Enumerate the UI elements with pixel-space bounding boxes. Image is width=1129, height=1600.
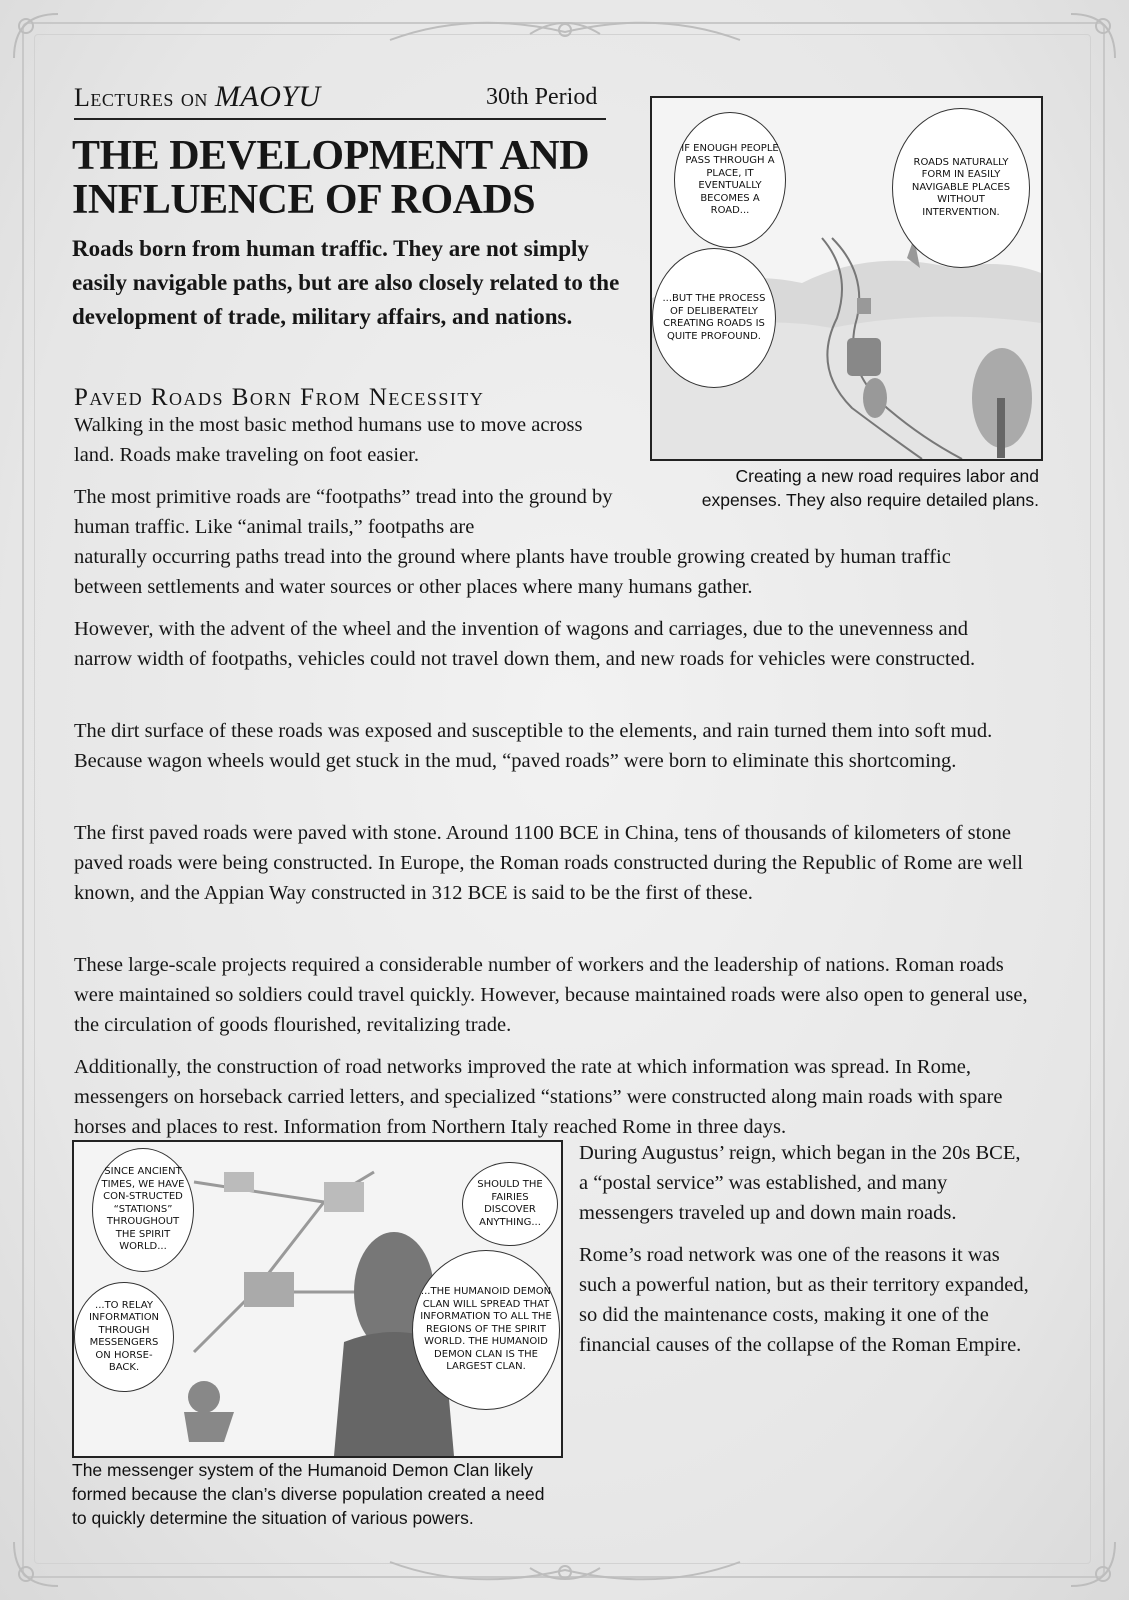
title-line-2: INFLUENCE OF ROADS bbox=[72, 177, 536, 223]
speech-bubble-6: ...TO RELAY INFORMATION THROUGH MESSENGERS ON HORSE-BACK. bbox=[74, 1282, 174, 1392]
corner-ornament-br bbox=[1063, 1534, 1123, 1594]
paragraph-1: Walking in the most basic method humans use to move across land. Roads make traveling on foot easier. bbox=[74, 414, 583, 466]
lead-paragraph: Roads born from human traffic. They are not simply easily navigable paths, but are also closely related to the development of trade, military affairs, and nations. bbox=[72, 236, 620, 329]
corner-ornament-bl bbox=[6, 1534, 66, 1594]
manga-panel-demon-clan bbox=[72, 1140, 563, 1458]
speech-bubble-7: ...THE HUMANOID DEMON CLAN WILL SPREAD THAT INFORMATION TO ALL THE REGIONS OF THE SPIRIT WORLD. THE HUMANOID DEMON CLAN IS THE LARGEST CLAN. bbox=[412, 1250, 560, 1410]
paragraph-2a: The most primitive roads are “footpaths” tread into the ground by human traffic. Like “animal trails,” footpaths are bbox=[74, 486, 613, 538]
section-subhead: Paved Roads Born From Necessity bbox=[74, 384, 485, 411]
series-prefix: Lectures on bbox=[74, 83, 215, 112]
paragraph-4: The dirt surface of these roads was exposed and susceptible to the elements, and rain turned them into soft mud. Because wagon wheels would get stuck in the mud, “paved roads” were born to eliminate this shortcoming. bbox=[74, 720, 993, 772]
paragraph-6: These large-scale projects required a considerable number of workers and the leadership of nations. Roman roads were maintained so soldiers could travel quickly. However, because maintained roads were also open to general use, the circulation of goods flourished, revitalizing trade. bbox=[74, 954, 1028, 1036]
bottom-ornament bbox=[380, 1552, 750, 1592]
series-title: MAOYU bbox=[214, 80, 321, 113]
caption-road bbox=[650, 464, 1039, 512]
caption-road-line-1: Creating a new road requires labor and bbox=[735, 466, 1039, 486]
manga-panel-road bbox=[650, 96, 1043, 461]
top-ornament bbox=[380, 10, 750, 50]
paragraph-7: Additionally, the construction of road networks improved the rate at which information was spread. In Rome, messengers on horseback carried letters, and specialized “stations” were constructed along main roads with spare horses and places to rest. Information from Northern Italy reached Rome in three days. bbox=[74, 1056, 1003, 1138]
paragraph-2b: naturally occurring paths tread into the ground where plants have trouble growing created by human traffic between settlements and water sources or other places where many humans gather. bbox=[74, 546, 951, 598]
speech-bubble-2: ROADS NATURALLY FORM IN EASILY NAVIGABLE PLACES WITHOUT INTERVENTION. bbox=[892, 108, 1030, 268]
corner-ornament-tr bbox=[1063, 6, 1123, 66]
caption-road-line-2: expenses. They also require detailed plans. bbox=[701, 490, 1039, 510]
paragraph-8: During Augustus’ reign, which began in the 20s BCE, a “postal service” was established, and many messengers traveled up and down main roads. bbox=[579, 1142, 1021, 1224]
title-line-1: THE DEVELOPMENT AND bbox=[72, 133, 590, 179]
article-title bbox=[72, 134, 632, 222]
speech-bubble-1: IF ENOUGH PEOPLE PASS THROUGH A PLACE, IT EVENTUALLY BECOMES A ROAD... bbox=[674, 112, 786, 248]
paragraph-9: Rome’s road network was one of the reasons it was such a powerful nation, but as their territory expanded, so did the maintenance costs, making it one of the financial causes of the collapse of the Roman Empire. bbox=[579, 1244, 1029, 1356]
caption-demon-clan: The messenger system of the Humanoid Demon Clan likely formed because the clan’s diverse population created a need to quickly determine the situation of various powers. bbox=[72, 1460, 545, 1528]
paragraph-5: The first paved roads were paved with stone. Around 1100 BCE in China, tens of thousands of kilometers of stone paved roads were being constructed. In Europe, the Roman roads constructed during the Republic of Rome are well known, and the Appian Way constructed in 312 BCE is said to be the first of these. bbox=[74, 822, 1023, 904]
corner-ornament-tl bbox=[6, 6, 66, 66]
speech-bubble-3: ...BUT THE PROCESS OF DELIBERATELY CREATING ROADS IS QUITE PROFOUND. bbox=[652, 248, 776, 388]
period-label: 30th Period bbox=[486, 84, 598, 110]
speech-bubble-5: SHOULD THE FAIRIES DISCOVER ANYTHING... bbox=[462, 1162, 558, 1246]
series-heading bbox=[74, 80, 321, 114]
paragraph-3: However, with the advent of the wheel and the invention of wagons and carriages, due to the unevenness and narrow width of footpaths, vehicles could not travel down them, and new roads for vehicles were constructed. bbox=[74, 618, 976, 670]
speech-bubble-4: SINCE ANCIENT TIMES, WE HAVE CON-STRUCTED “STATIONS” THROUGHOUT THE SPIRIT WORLD... bbox=[92, 1148, 194, 1272]
